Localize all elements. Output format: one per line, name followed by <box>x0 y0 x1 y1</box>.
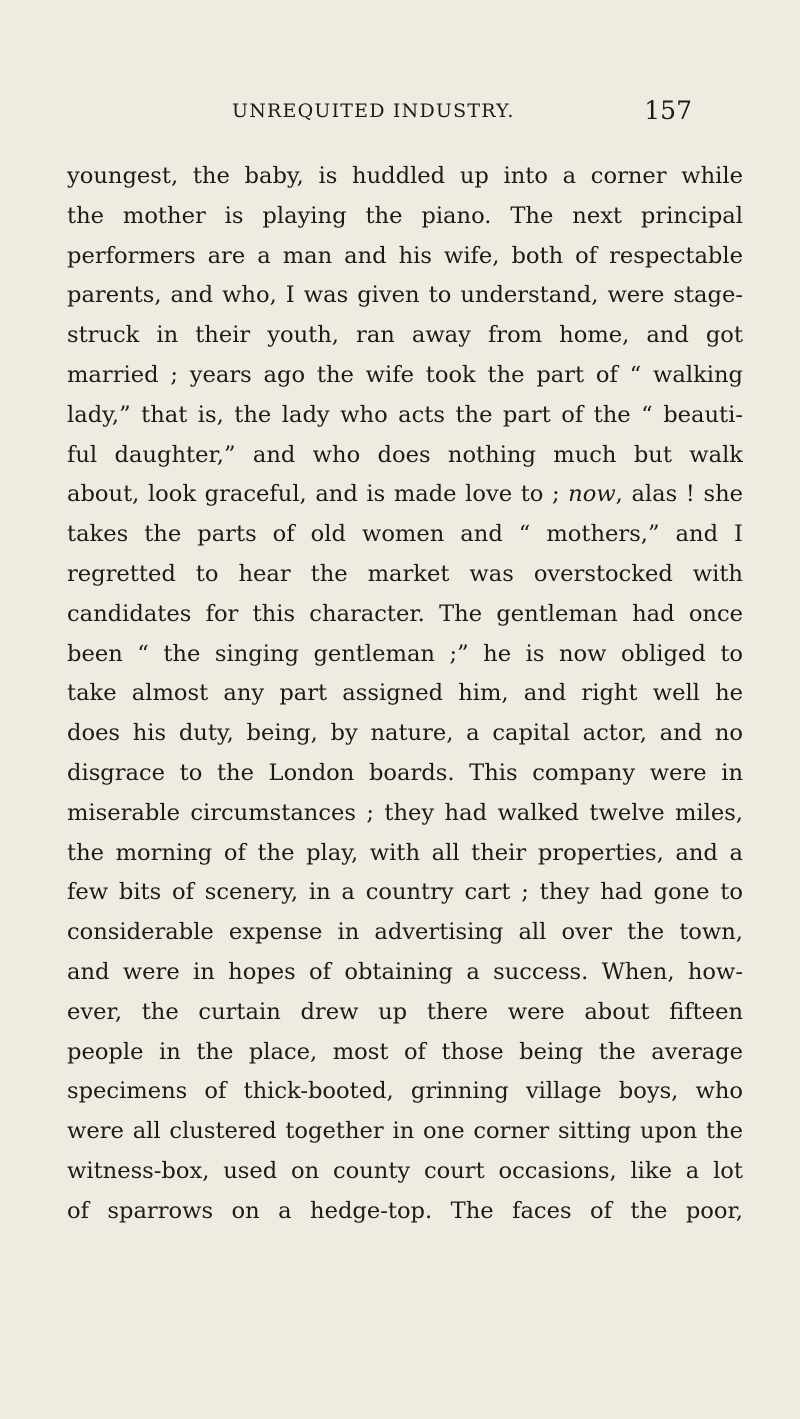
page-number: 157 <box>644 96 692 125</box>
text-line: take almost any part assigned him, and right well he <box>67 680 743 707</box>
running-head <box>232 96 692 128</box>
running-title: UNREQUITED INDUSTRY. <box>232 100 515 122</box>
text-line: youngest, the baby, is huddled up into a corner while <box>67 163 743 189</box>
text-line: of sparrows on a hedge-top. The faces of the poor, <box>67 1197 743 1224</box>
text-line: were all clustered together in one corner sitting upon the <box>67 1118 743 1145</box>
text-line: disgrace to the London boards. This company were in <box>67 759 743 786</box>
text-line: miserable circumstances ; they had walked twelve miles, <box>67 799 743 826</box>
text-line: struck in their youth, ran away from home, and got <box>67 322 743 349</box>
text-line <box>67 475 743 515</box>
text-segment: about, look graceful, and is made love to ; <box>67 481 569 508</box>
text-line: does his duty, being, by nature, a capital actor, and no <box>67 720 743 747</box>
text-line: considerable expense in advertising all over the town, <box>67 919 743 946</box>
text-line: parents, and who, I was given to understand, were stage- <box>67 282 743 309</box>
text-line: the mother is playing the piano. The next principal <box>67 202 743 229</box>
text-line: and were in hopes of obtaining a success. When, how- <box>67 958 743 985</box>
text-line: lady,” that is, the lady who acts the part of the “ beauti- <box>67 401 743 428</box>
text-line: been “ the singing gentleman ;” he is now obliged to <box>67 640 743 667</box>
text-line: few bits of scenery, in a country cart ; they had gone to <box>67 879 743 906</box>
text-segment: , alas ! she <box>615 481 743 508</box>
text-line: people in the place, most of those being the average <box>67 1038 743 1065</box>
text-line: takes the parts of old women and “ mothers,” and I <box>67 521 743 548</box>
body-text <box>67 157 743 1232</box>
text-line: candidates for this character. The gentleman had once <box>67 600 743 627</box>
italic-word: now <box>568 481 616 508</box>
text-line: performers are a man and his wife, both of respectable <box>67 242 743 269</box>
text-line: regretted to hear the market was overstocked with <box>67 560 743 587</box>
text-line: ful daughter,” and who does nothing much but walk <box>67 441 743 468</box>
text-line: specimens of thick-booted, grinning village boys, who <box>67 1078 743 1105</box>
text-line: witness-box, used on county court occasions, like a lot <box>67 1157 743 1184</box>
text-line: ever, the curtain drew up there were about fifteen <box>67 998 743 1025</box>
text-line: the morning of the play, with all their properties, and a <box>67 839 743 866</box>
text-line: married ; years ago the wife took the part of “ walking <box>67 361 743 388</box>
